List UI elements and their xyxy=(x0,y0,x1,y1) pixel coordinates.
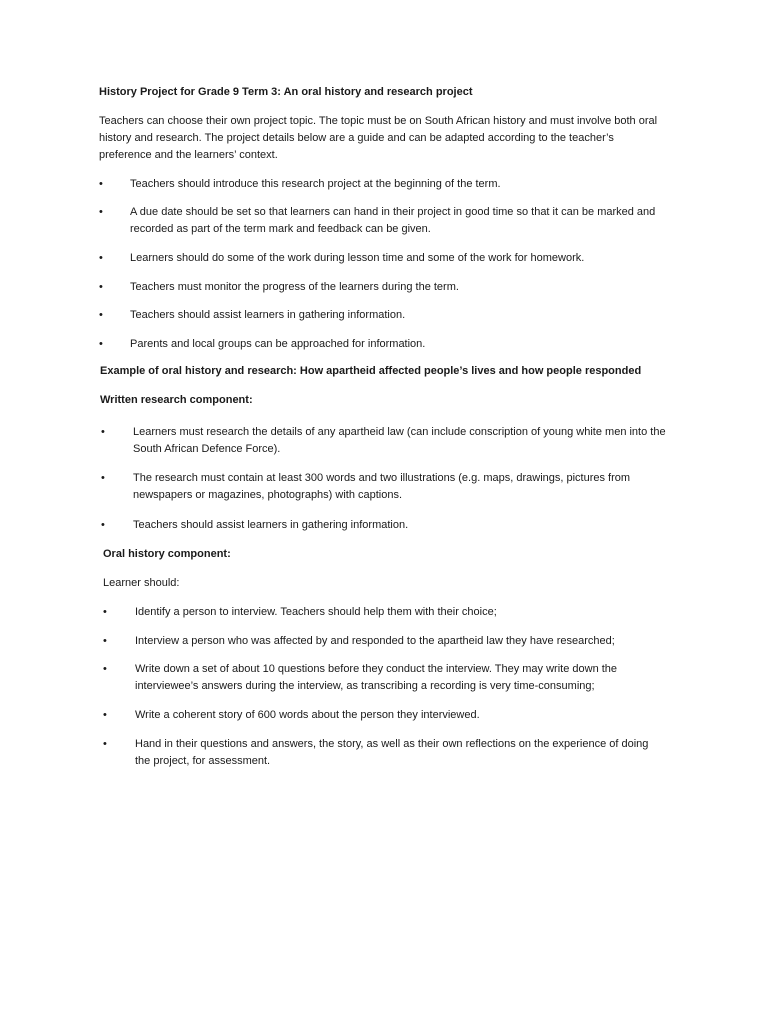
bullet-marker: • xyxy=(101,519,105,531)
list-item-text: Write down a set of about 10 questions before they conduct the interview. They may write down the interviewee’s answers during the interview, as transcribing a recording is very time-consuming; xyxy=(135,663,618,692)
bullet-marker: • xyxy=(99,178,103,190)
bullet-marker: • xyxy=(99,281,103,293)
list-item-text: Write a coherent story of 600 words about the person they interviewed. xyxy=(135,709,480,721)
bullet-marker: • xyxy=(103,606,107,618)
bullet-marker: • xyxy=(103,709,107,721)
list-item-text: Identify a person to interview. Teachers should help them with their choice; xyxy=(135,606,497,618)
bullet-marker: • xyxy=(103,663,107,675)
written-research-heading: Written research component: xyxy=(100,394,253,406)
oral-history-heading: Oral history component: xyxy=(103,548,231,560)
bullet-marker: • xyxy=(99,206,103,218)
list-item-text: A due date should be set so that learners can hand in their project in good time so that it can be marked and recorded as part of the term mark and feedback can be given. xyxy=(130,206,656,235)
list-item-text: Teachers should assist learners in gathering information. xyxy=(130,309,406,321)
list-item-text: The research must contain at least 300 words and two illustrations (e.g. maps, drawings, pictures from newspapers or magazines, photographs) with captions. xyxy=(133,472,631,501)
list-item-text: Hand in their questions and answers, the story, as well as their own reflections on the experience of doing the project, for assessment. xyxy=(135,738,649,767)
example-heading: Example of oral history and research: How apartheid affected people’s lives and how people responded xyxy=(100,365,642,377)
bullet-marker: • xyxy=(99,338,103,350)
document-title: History Project for Grade 9 Term 3: An oral history and research project xyxy=(99,86,473,98)
list-item-text: Parents and local groups can be approached for information. xyxy=(130,338,426,350)
oral-intro: Learner should: xyxy=(103,577,180,589)
bullet-marker: • xyxy=(99,309,103,321)
bullet-marker: • xyxy=(101,472,105,484)
list-item-text: Learners must research the details of any apartheid law (can include conscription of young white men into the South African Defence Force). xyxy=(133,426,666,455)
list-item-text: Teachers must monitor the progress of the learners during the term. xyxy=(130,281,459,293)
bullet-marker: • xyxy=(101,426,105,438)
bullet-marker: • xyxy=(99,252,103,264)
bullet-marker: • xyxy=(103,738,107,750)
bullet-marker: • xyxy=(103,635,107,647)
list-item-text: Interview a person who was affected by and responded to the apartheid law they have researched; xyxy=(135,635,615,647)
intro-paragraph: Teachers can choose their own project topic. The topic must be on South African history and must involve both oral history and research. The project details below are a guide and can be adapted according to the teacher’s preference and the learners’ context. xyxy=(99,115,658,161)
list-item-text: Teachers should introduce this research project at the beginning of the term. xyxy=(130,178,501,190)
list-item-text: Teachers should assist learners in gathering information. xyxy=(133,519,409,531)
list-item-text: Learners should do some of the work during lesson time and some of the work for homework. xyxy=(130,252,585,264)
